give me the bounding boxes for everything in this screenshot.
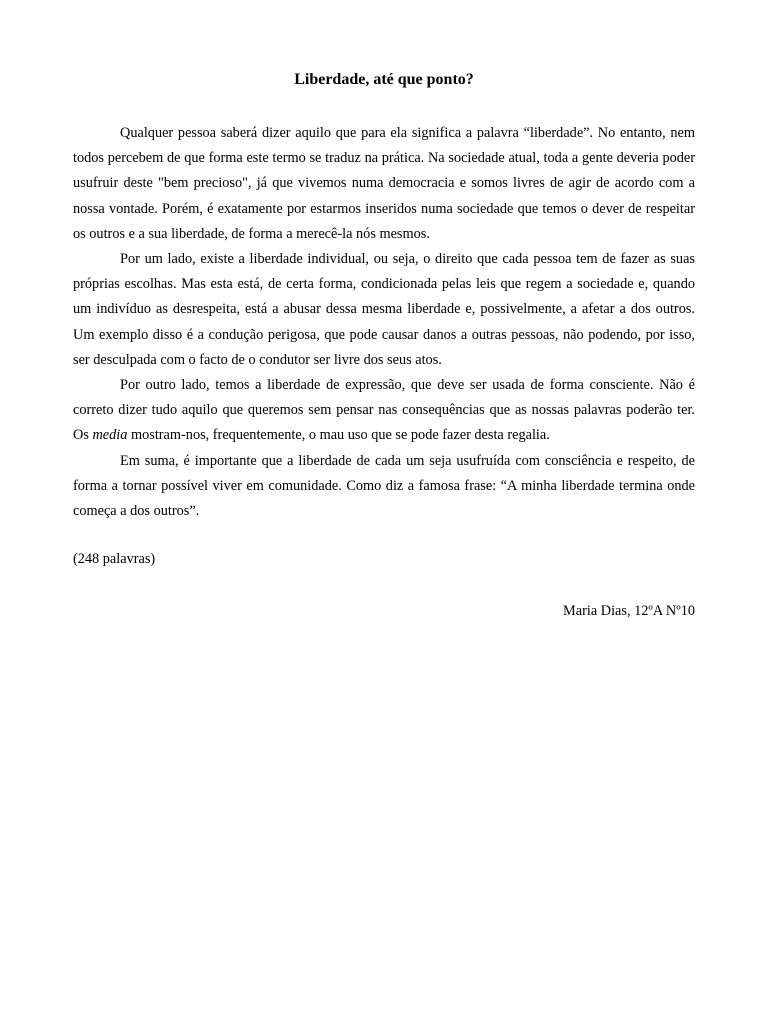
emphasis-media: media bbox=[92, 427, 128, 444]
paragraph-3-part-1: Por outro lado, temos a liberdade de expressão, que deve ser usada de forma consciente. Não é correto dizer tudo aquilo que queremos sem pensar nas consequências que as nossas palavras poderão ter. Os bbox=[73, 377, 695, 444]
paragraph-1: Qualquer pessoa saberá dizer aquilo que para ela significa a palavra “liberdade”. No entanto, nem todos percebem de que forma este termo se traduz na prática. Na sociedade atual, toda a gente deveria poder usufruir deste "bem precioso", já que vivemos numa democracia e somos livres de agir de acordo com a nossa vontade. Porém, é exatamente por estarmos inseridos numa sociedade que temos o dever de respeitar os outros e a sua liberdade, de forma a merecê-la nós mesmos. bbox=[73, 125, 695, 242]
paragraph-3 bbox=[73, 373, 695, 449]
word-count: (248 palavras) bbox=[73, 551, 156, 567]
paragraph-4: Em suma, é importante que a liberdade de cada um seja usufruída com consciência e respeito, de forma a tornar possível viver em comunidade. Como diz a famosa frase: “A minha liberdade termina onde começa a dos outros”. bbox=[73, 452, 695, 520]
document-body bbox=[73, 121, 695, 524]
document-title: Liberdade, até que ponto? bbox=[294, 71, 474, 88]
paragraph-2: Por um lado, existe a liberdade individual, ou seja, o direito que cada pessoa tem de fazer as suas próprias escolhas. Mas esta está, de certa forma, condicionada pelas leis que regem a sociedade e, quando um indivíduo as desrespeita, está a abusar dessa mesma liberdade e, possivelmente, a afetar a dos outros. Um exemplo disso é a condução perigosa, que pode causar danos a outras pessoas, não podendo, por isso, ser desculpada com o facto de o condutor ser livre dos seus atos. bbox=[73, 251, 695, 368]
author-signature: Maria Dias, 12ºA Nº10 bbox=[563, 603, 695, 619]
paragraph-3-part-2: mostram-nos, frequentemente, o mau uso que se pode fazer desta regalia. bbox=[127, 427, 550, 444]
